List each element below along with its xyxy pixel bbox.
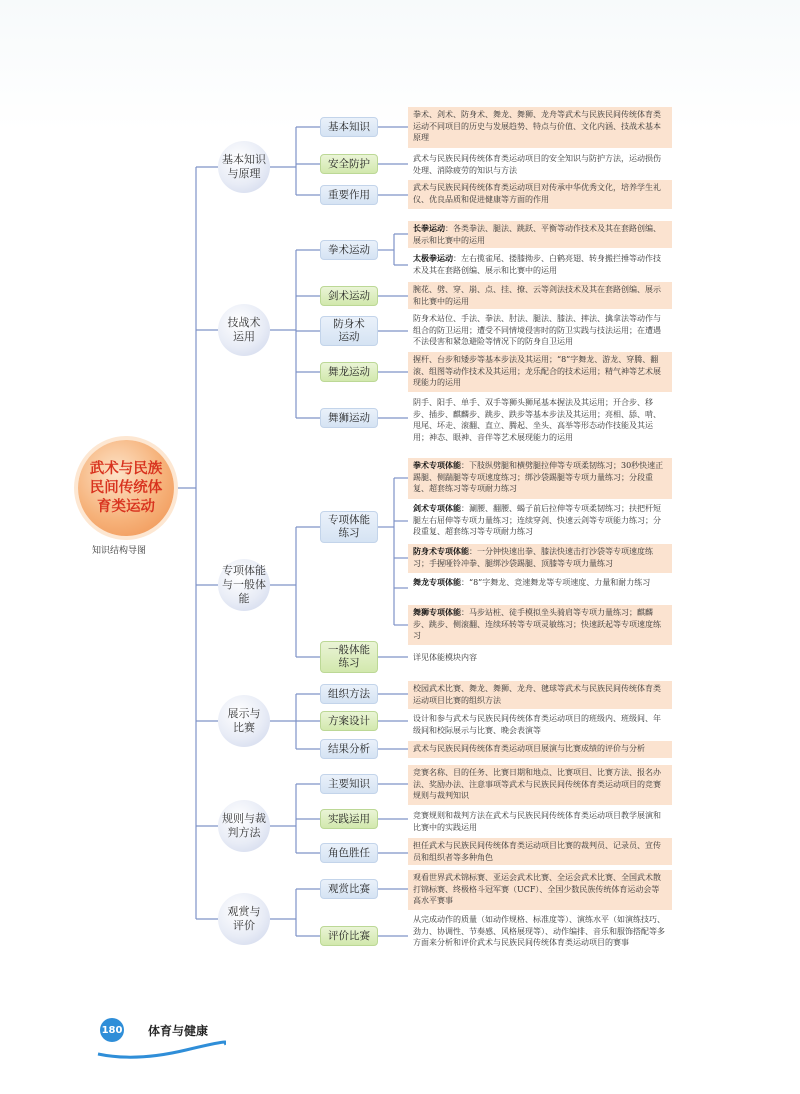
description-box: 拳术、剑术、防身术、舞龙、舞狮、龙舟等武术与民族民间传统体育类运动不同项目的历史与发展趋势、特点与价值、文化内涵、技战术基本原理 (408, 107, 672, 148)
description-box: 防身术站位、手法、拳法、肘法、腿法、膝法、摔法、擒拿法等动作与组合的防卫运用；遭受不同情境侵害时的防卫实践与技法运用；在遭遇不法侵害和紧急避险等情况下的防身自卫运用 (413, 314, 661, 346)
description-box: 握杆、台步和矮步等基本步法及其运用；“8”字舞龙、游龙、穿腾、翻滚、组图等动作技术及其运用；龙乐配合的技术运用；精气神等艺术展现能力的运用 (408, 352, 672, 392)
sub-node: 重要作用 (320, 185, 378, 205)
sub-node: 安全防护 (320, 154, 378, 174)
description-box: 竞赛规则和裁判方法在武术与民族民间传统体育类运动项目教学展演和比赛中的实践运用 (413, 811, 661, 832)
item-head: 拳术专项体能 (413, 461, 461, 470)
item-text: ：下肢纵劈腿和横劈腿拉伸等专项柔韧练习；30秒快速正踢腿、侧踹腿等专项速度练习；绑沙袋踢腿等专项力量练习；分段重复、超套练习等专项耐力练习 (413, 461, 664, 493)
description-box (408, 458, 672, 499)
sub-node: 方案设计 (320, 711, 378, 731)
category-label: 观赏与评价 (227, 905, 261, 932)
sub-node: 组织方法 (320, 684, 378, 704)
description-box: 担任武术与民族民间传统体育类运动项目比赛的裁判员、记录员、宣传员和组织者等多种角色 (408, 838, 672, 865)
sub-node: 观赏比赛 (320, 879, 378, 899)
category-node (218, 800, 270, 852)
description-box: 竞赛名称、目的任务、比赛日期和地点、比赛项目、比赛方法、报名办法、奖励办法、注意事项等武术与民族民间传统体育类运动项目的竞赛规则与裁判知识 (408, 765, 672, 805)
description-box (408, 575, 672, 602)
sub-node: 结果分析 (320, 739, 378, 759)
sub-node: 评价比赛 (320, 926, 378, 946)
category-node (218, 304, 270, 356)
description-box: 武术与民族民间传统体育类运动项目展演与比赛成绩的评价与分析 (408, 741, 672, 758)
category-label: 专项体能与一般体能 (222, 564, 266, 605)
item-text: ：各类拳法、腿法、跳跃、平衡等动作技术及其在套路创编、展示和比赛中的运用 (413, 224, 661, 245)
description-box (408, 544, 672, 573)
item-head: 舞狮专项体能 (413, 608, 461, 617)
sub-label: 一般体能练习 (328, 644, 370, 669)
sub-node: 实践运用 (320, 809, 378, 829)
item-text: ：左右揽雀尾、搂膝拗步、白鹤亮翅、转身搬拦捶等动作技术及其在套路创编、展示和比赛中的运用 (413, 254, 661, 275)
swoosh-icon (96, 1040, 226, 1060)
description-box: 详见体能模块内容 (413, 653, 477, 662)
item-head: 防身术专项体能 (413, 547, 469, 556)
item-text: ：一分钟快速出拳、膝法快速击打沙袋等专项速度练习；手握哑铃冲拳、腿绑沙袋踢腿、顶膝等专项力量练习 (413, 547, 653, 568)
sub-label: 防身术运动 (333, 318, 365, 343)
sub-node: 舞龙运动 (320, 362, 378, 382)
sub-node (320, 511, 378, 543)
description-box (408, 251, 672, 279)
description-box: 武术与民族民间传统体育类运动项目对传承中华优秀文化，培养学生礼仪、优良品质和促进健康等方面的作用 (408, 180, 672, 209)
sub-node: 剑术运动 (320, 286, 378, 306)
sub-node (320, 641, 378, 673)
sub-node: 主要知识 (320, 774, 378, 794)
category-label: 规则与裁判方法 (222, 812, 266, 839)
description-box: 观看世界武术锦标赛、亚运会武术比赛、全运会武术比赛、全国武术散打锦标赛、终极格斗冠军赛（UCF）、全国少数民族传统体育运动会等高水平赛事 (408, 870, 672, 910)
desc-connector (394, 234, 408, 265)
category-node (218, 893, 270, 945)
item-text: ：涮腰、翻腰、蝎子前后拉伸等专项柔韧练习；扶把杆短腿左右屈伸等专项力量练习；连续穿剑、快速云剑等专项能力练习；分段重复、超套练习等专项耐力练习 (413, 504, 661, 536)
sub-node (320, 316, 378, 346)
description-box: 设计和参与武术与民族民间传统体育类运动项目的班级内、班级间、年级间和校际展示与比赛、晚会表演等 (413, 714, 661, 735)
category-label: 基本知识与原理 (222, 153, 266, 180)
sub-node: 舞狮运动 (320, 408, 378, 428)
root-caption: 知识结构导图 (92, 546, 147, 556)
description-box: 武术与民族民间传统体育类运动项目的安全知识与防护方法，运动损伤处理、消除疲劳的知识与方法 (413, 154, 661, 175)
item-head: 太极拳运动 (413, 254, 453, 263)
item-head: 长拳运动 (413, 224, 445, 233)
root-node (78, 440, 174, 536)
book-title: 体育与健康 (148, 1024, 209, 1038)
description-box: 阴手、阳手、单手、双手等狮头狮尾基本握法及其运用；开合步、移步、插步、麒麟步、跳步、跌步等基本步法及其运用；亮相、舔、啃、甩尾、坏走、滚翻、直立、腾起、坐头、高举等形态动作技能及其运用；神态、眼神、音伴等艺术展现能力的运用 (413, 398, 661, 442)
category-node (218, 141, 270, 193)
description-box: 从完成动作的质量（如动作规格、标准度等）、演练水平（如演练技巧、劲力、协调性、节奏感、风格展现等）、动作编排、音乐和服饰搭配等多方面来分析和评价武术与民族民间传统体育类运动项目的赛事 (413, 915, 665, 947)
sub-node: 角色胜任 (320, 843, 378, 863)
sub-node: 拳术运动 (320, 240, 378, 260)
description-box: 腕花、劈、穿、崩、点、挂、撩、云等剑法技术及其在套路创编、展示和比赛中的运用 (408, 282, 672, 309)
category-node (218, 695, 270, 747)
description-box: 校园武术比赛、舞龙、舞狮、龙舟、毽球等武术与民族民间传统体育类运动项目比赛的组织方法 (408, 681, 672, 709)
description-box (408, 221, 672, 248)
item-text: ：“8”字舞龙、竞速舞龙等专项速度、力量和耐力练习 (461, 578, 651, 587)
item-text: ：马步站桩、徒手模拟坐头骑肩等专项力量练习；麒麟步、跳步、侧滚翻、连续环转等专项灵敏练习；快速跃起等专项速度练习 (413, 608, 661, 640)
root-title: 武术与民族民间传统体育类运动 (89, 460, 163, 515)
item-head: 舞龙专项体能 (413, 578, 461, 587)
category-node (218, 559, 270, 611)
description-box (408, 605, 672, 645)
category-label: 展示与比赛 (227, 707, 261, 734)
sub-label: 专项体能练习 (328, 514, 370, 539)
description-box (408, 501, 672, 541)
page-number: 180 (101, 1024, 123, 1036)
item-head: 剑术专项体能 (413, 504, 461, 513)
page-number-badge (100, 1018, 124, 1042)
category-label: 技战术运用 (227, 316, 261, 343)
sub-node: 基本知识 (320, 117, 378, 137)
